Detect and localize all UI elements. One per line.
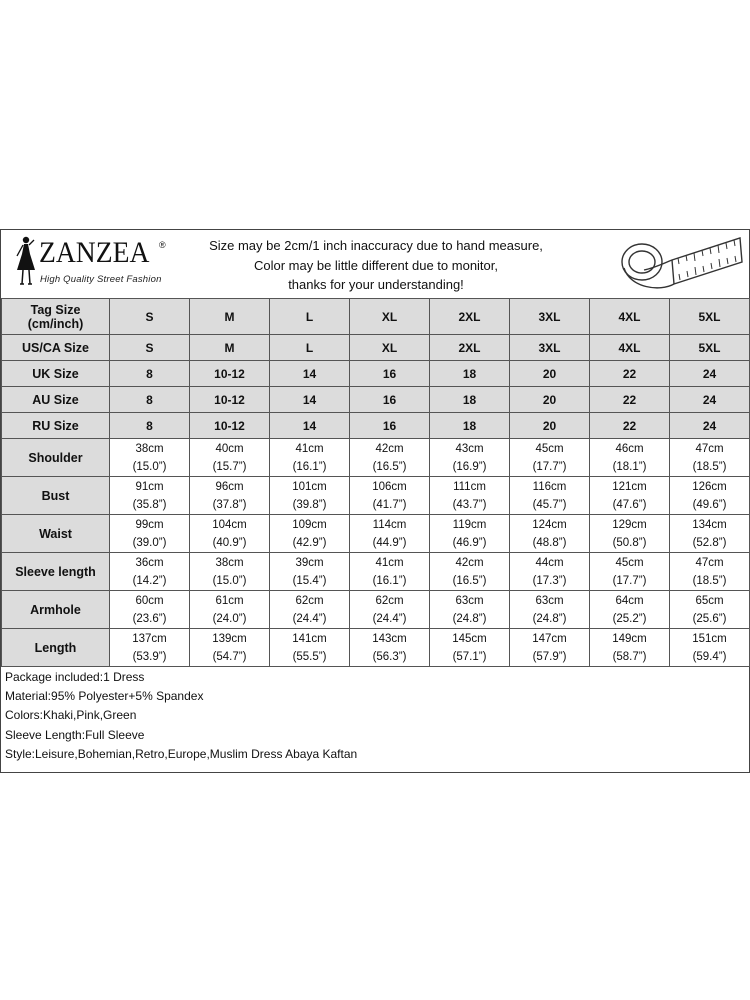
- row-label: Shoulder: [2, 439, 110, 477]
- value-inch: (39.8”): [292, 498, 327, 511]
- chart-header: [1, 230, 749, 298]
- measurement-cell: [430, 629, 510, 667]
- value-cm: 63cm: [455, 594, 484, 607]
- value-inch: (45.7”): [532, 498, 567, 511]
- measurement-row: [2, 591, 750, 629]
- size-cell: 8: [110, 413, 190, 439]
- product-details: [5, 668, 357, 764]
- size-cell: 2XL: [430, 299, 510, 335]
- value-inch: (23.6”): [132, 612, 167, 625]
- detail-material: Material:95% Polyester+5% Spandex: [5, 689, 204, 704]
- detail-colors: Colors:Khaki,Pink,Green: [5, 708, 137, 723]
- value-inch: (15.4”): [292, 574, 327, 587]
- size-cell: 14: [270, 387, 350, 413]
- value-cm: 40cm: [215, 442, 244, 455]
- value-cm: 91cm: [135, 480, 164, 493]
- value-inch: (42.9”): [292, 536, 327, 549]
- value-cm: 134cm: [692, 518, 727, 531]
- detail-sleeve-length: Sleeve Length:Full Sleeve: [5, 727, 145, 742]
- size-row: [2, 413, 750, 439]
- value-cm: 109cm: [292, 518, 327, 531]
- value-inch: (16.5”): [452, 574, 487, 587]
- value-inch: (16.5”): [372, 460, 407, 473]
- value-inch: (37.8”): [212, 498, 247, 511]
- value-cm: 137cm: [132, 632, 167, 645]
- size-table: [1, 298, 750, 667]
- measurement-cell: [670, 439, 750, 477]
- measurement-cell: [270, 477, 350, 515]
- measurement-cell: [670, 629, 750, 667]
- value-inch: (18.5”): [692, 460, 727, 473]
- size-cell: 10-12: [190, 361, 270, 387]
- measurement-cell: [190, 515, 270, 553]
- row-label: Sleeve length: [2, 553, 110, 591]
- dress-figure-icon: [15, 236, 37, 288]
- measurement-cell: [430, 439, 510, 477]
- measurement-cell: [190, 629, 270, 667]
- value-inch: (17.7”): [612, 574, 647, 587]
- size-row: [2, 335, 750, 361]
- size-cell: 16: [350, 413, 430, 439]
- size-cell: 20: [510, 387, 590, 413]
- measurement-cell: [430, 553, 510, 591]
- brand-tagline: High Quality Street Fashion: [40, 274, 162, 285]
- measurement-notes: [191, 236, 561, 295]
- size-cell: 14: [270, 361, 350, 387]
- size-cell: M: [190, 335, 270, 361]
- value-cm: 65cm: [695, 594, 724, 607]
- value-inch: (59.4”): [692, 650, 727, 663]
- size-row: [2, 387, 750, 413]
- value-inch: (57.9”): [532, 650, 567, 663]
- measurement-cell: [670, 553, 750, 591]
- measurement-cell: [670, 477, 750, 515]
- measurement-cell: [590, 591, 670, 629]
- value-cm: 42cm: [375, 442, 404, 455]
- measurement-cell: [190, 477, 270, 515]
- value-inch: (16.1”): [372, 574, 407, 587]
- size-cell: 18: [430, 361, 510, 387]
- value-inch: (15.0”): [132, 460, 167, 473]
- value-inch: (48.8”): [532, 536, 567, 549]
- value-inch: (17.7”): [532, 460, 567, 473]
- value-cm: 116cm: [532, 480, 567, 493]
- measurement-cell: [110, 553, 190, 591]
- value-cm: 145cm: [452, 632, 487, 645]
- measurement-cell: [430, 477, 510, 515]
- measurement-cell: [190, 591, 270, 629]
- size-cell: S: [110, 299, 190, 335]
- measurement-cell: [350, 591, 430, 629]
- measurement-row: [2, 515, 750, 553]
- value-cm: 45cm: [535, 442, 564, 455]
- value-inch: (40.9”): [212, 536, 247, 549]
- value-inch: (55.5”): [292, 650, 327, 663]
- value-cm: 47cm: [695, 556, 724, 569]
- detail-package: Package included:1 Dress: [5, 670, 145, 684]
- value-inch: (57.1”): [452, 650, 487, 663]
- size-cell: 22: [590, 387, 670, 413]
- value-cm: 61cm: [215, 594, 244, 607]
- size-cell: XL: [350, 299, 430, 335]
- value-inch: (15.0”): [212, 574, 247, 587]
- value-inch: (24.4”): [292, 612, 327, 625]
- size-cell: 24: [670, 387, 750, 413]
- value-inch: (15.7”): [212, 460, 247, 473]
- size-cell: 14: [270, 413, 350, 439]
- measurement-cell: [110, 629, 190, 667]
- value-cm: 36cm: [135, 556, 164, 569]
- measurement-cell: [510, 591, 590, 629]
- measurement-row: [2, 553, 750, 591]
- measurement-cell: [510, 515, 590, 553]
- measurement-row: [2, 477, 750, 515]
- trademark-symbol: ®: [159, 240, 166, 250]
- measurement-cell: [110, 515, 190, 553]
- size-cell: 24: [670, 361, 750, 387]
- value-cm: 126cm: [692, 480, 727, 493]
- value-cm: 41cm: [375, 556, 404, 569]
- measurement-cell: [510, 629, 590, 667]
- size-cell: 22: [590, 361, 670, 387]
- size-cell: L: [270, 299, 350, 335]
- size-cell: 4XL: [590, 335, 670, 361]
- note-line: thanks for your understanding!: [288, 277, 464, 292]
- value-inch: (44.9”): [372, 536, 407, 549]
- value-cm: 106cm: [372, 480, 407, 493]
- value-cm: 99cm: [135, 518, 164, 531]
- value-inch: (25.2”): [612, 612, 647, 625]
- measurement-cell: [350, 553, 430, 591]
- measurement-row: [2, 629, 750, 667]
- value-inch: (18.5”): [692, 574, 727, 587]
- size-cell: 22: [590, 413, 670, 439]
- measurement-cell: [590, 439, 670, 477]
- row-label: Bust: [2, 477, 110, 515]
- measurement-cell: [350, 477, 430, 515]
- brand-name: ZANZEA: [39, 236, 150, 269]
- size-cell: 24: [670, 413, 750, 439]
- value-cm: 41cm: [295, 442, 324, 455]
- note-line: Color may be little different due to monitor,: [254, 257, 498, 273]
- size-cell: 18: [430, 387, 510, 413]
- value-inch: (54.7”): [212, 650, 247, 663]
- value-inch: (46.9”): [452, 536, 487, 549]
- measurement-cell: [350, 515, 430, 553]
- row-label: Waist: [2, 515, 110, 553]
- value-cm: 119cm: [452, 518, 487, 531]
- value-inch: (53.9”): [132, 650, 167, 663]
- measurement-cell: [430, 591, 510, 629]
- size-cell: 16: [350, 387, 430, 413]
- value-inch: (16.1”): [292, 460, 327, 473]
- measurement-cell: [110, 439, 190, 477]
- value-inch: (58.7”): [612, 650, 647, 663]
- value-cm: 96cm: [215, 480, 244, 493]
- measurement-cell: [590, 477, 670, 515]
- value-cm: 114cm: [372, 518, 407, 531]
- value-cm: 111cm: [453, 480, 486, 493]
- value-inch: (24.0”): [212, 612, 247, 625]
- value-inch: (18.1”): [612, 460, 647, 473]
- value-inch: (50.8”): [612, 536, 647, 549]
- size-cell: 3XL: [510, 335, 590, 361]
- row-label: Tag Size (cm/inch): [2, 299, 110, 335]
- size-cell: M: [190, 299, 270, 335]
- value-inch: (14.2”): [132, 574, 167, 587]
- value-cm: 38cm: [135, 442, 164, 455]
- value-cm: 151cm: [692, 632, 727, 645]
- value-inch: (35.8”): [132, 498, 167, 511]
- value-cm: 47cm: [695, 442, 724, 455]
- value-inch: (47.6”): [612, 498, 647, 511]
- value-inch: (24.8”): [452, 612, 487, 625]
- measurement-cell: [350, 629, 430, 667]
- value-cm: 64cm: [615, 594, 644, 607]
- size-cell: 4XL: [590, 299, 670, 335]
- value-cm: 129cm: [612, 518, 647, 531]
- value-cm: 101cm: [292, 480, 327, 493]
- size-cell: 5XL: [670, 335, 750, 361]
- row-label: AU Size: [2, 387, 110, 413]
- row-label: UK Size: [2, 361, 110, 387]
- value-inch: (24.4”): [372, 612, 407, 625]
- measurement-cell: [590, 515, 670, 553]
- value-inch: (25.6”): [692, 612, 727, 625]
- size-cell: 20: [510, 361, 590, 387]
- size-cell: 8: [110, 387, 190, 413]
- value-inch: (43.7”): [452, 498, 487, 511]
- measurement-cell: [590, 629, 670, 667]
- value-cm: 60cm: [135, 594, 164, 607]
- measurement-cell: [350, 439, 430, 477]
- row-label: Armhole: [2, 591, 110, 629]
- measurement-cell: [270, 439, 350, 477]
- value-cm: 39cm: [295, 556, 324, 569]
- size-cell: 10-12: [190, 413, 270, 439]
- value-cm: 104cm: [212, 518, 247, 531]
- value-cm: 149cm: [612, 632, 647, 645]
- value-inch: (52.8”): [692, 536, 727, 549]
- row-label: Length: [2, 629, 110, 667]
- measurement-cell: [270, 515, 350, 553]
- row-label: RU Size: [2, 413, 110, 439]
- value-inch: (41.7”): [372, 498, 407, 511]
- size-cell: 2XL: [430, 335, 510, 361]
- measurement-cell: [590, 553, 670, 591]
- size-cell: 18: [430, 413, 510, 439]
- row-label: US/CA Size: [2, 335, 110, 361]
- value-cm: 62cm: [375, 594, 404, 607]
- value-cm: 45cm: [615, 556, 644, 569]
- measurement-cell: [430, 515, 510, 553]
- value-cm: 44cm: [535, 556, 564, 569]
- measurement-cell: [270, 591, 350, 629]
- note-line: Size may be 2cm/1 inch inaccuracy due to hand measure,: [209, 238, 543, 253]
- measurement-cell: [190, 553, 270, 591]
- value-inch: (24.8”): [532, 612, 567, 625]
- value-cm: 121cm: [612, 480, 647, 493]
- value-inch: (56.3”): [372, 650, 407, 663]
- size-cell: 16: [350, 361, 430, 387]
- size-cell: 10-12: [190, 387, 270, 413]
- size-cell: 5XL: [670, 299, 750, 335]
- value-inch: (39.0”): [132, 536, 167, 549]
- size-row: [2, 299, 750, 335]
- size-cell: L: [270, 335, 350, 361]
- size-row: [2, 361, 750, 387]
- size-chart: [0, 229, 750, 773]
- value-cm: 124cm: [532, 518, 567, 531]
- value-cm: 141cm: [292, 632, 327, 645]
- measurement-cell: [510, 439, 590, 477]
- measurement-cell: [510, 553, 590, 591]
- value-inch: (17.3”): [532, 574, 567, 587]
- measurement-cell: [270, 553, 350, 591]
- value-cm: 63cm: [535, 594, 564, 607]
- measurement-row: [2, 439, 750, 477]
- measurement-cell: [270, 629, 350, 667]
- value-inch: (49.6”): [692, 498, 727, 511]
- value-cm: 43cm: [455, 442, 484, 455]
- value-cm: 46cm: [615, 442, 644, 455]
- size-cell: 8: [110, 361, 190, 387]
- size-cell: S: [110, 335, 190, 361]
- measurement-cell: [110, 477, 190, 515]
- brand-logo: [13, 234, 173, 294]
- measurement-cell: [510, 477, 590, 515]
- measurement-cell: [670, 515, 750, 553]
- value-inch: (16.9”): [452, 460, 487, 473]
- detail-style: Style:Leisure,Bohemian,Retro,Europe,Muslim Dress Abaya Kaftan: [5, 746, 358, 761]
- value-cm: 139cm: [212, 632, 247, 645]
- measurement-cell: [670, 591, 750, 629]
- value-cm: 42cm: [455, 556, 484, 569]
- value-cm: 143cm: [372, 632, 407, 645]
- measurement-cell: [190, 439, 270, 477]
- size-cell: 20: [510, 413, 590, 439]
- value-cm: 62cm: [295, 594, 324, 607]
- size-cell: XL: [350, 335, 430, 361]
- measuring-tape-icon: [614, 232, 750, 298]
- size-cell: 3XL: [510, 299, 590, 335]
- value-cm: 147cm: [532, 632, 567, 645]
- value-cm: 38cm: [215, 556, 244, 569]
- measurement-cell: [110, 591, 190, 629]
